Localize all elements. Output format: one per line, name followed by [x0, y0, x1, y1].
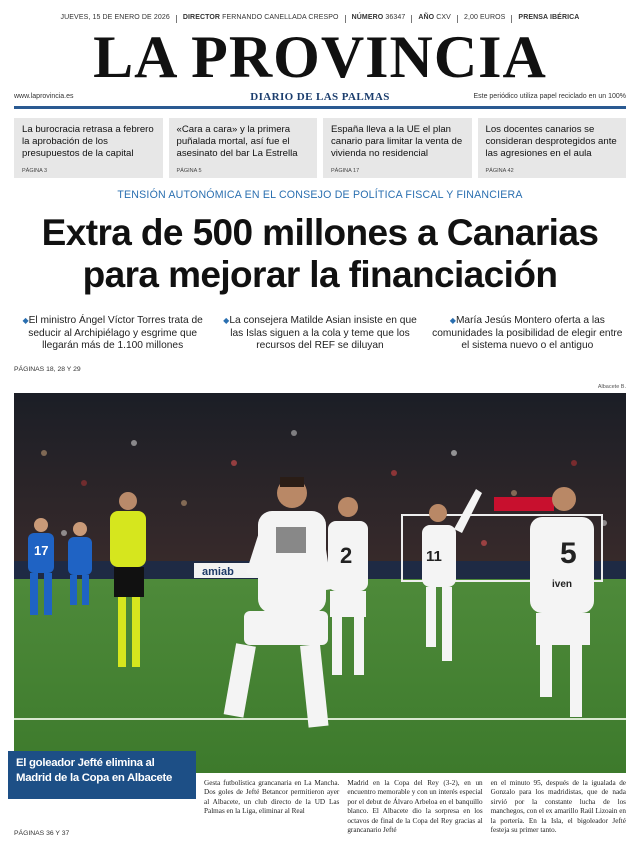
teaser-text: Los docentes canarios se consideran desprotegidos ante las agresiones en el aula — [485, 124, 617, 159]
svg-text:17: 17 — [34, 543, 49, 558]
issue-year: AÑO CXV — [418, 14, 451, 21]
caption-line: Madrid de la Copa en Albacete — [16, 772, 173, 784]
svg-text:2: 2 — [340, 543, 353, 568]
headline-line: Extra de 500 millones a Canarias — [41, 212, 599, 253]
teaser-item[interactable] — [323, 118, 472, 178]
diamond-icon: ◆ — [22, 316, 29, 325]
recycled-paper-note: Este periódico utiliza papel reciclado en un 100% — [473, 93, 626, 100]
lead-headline[interactable] — [0, 212, 640, 296]
teaser-page: PÁGINA 5 — [176, 168, 202, 174]
teaser-page: PÁGINA 17 — [331, 168, 360, 174]
publisher-group: PRENSA IBÉRICA — [518, 14, 580, 21]
lead-pages: PÁGINAS 18, 28 Y 29 — [14, 366, 81, 373]
director-credit: DIRECTOR FERNANDO CANELLADA CRESPO — [182, 14, 339, 21]
svg-text:iven: iven — [552, 579, 573, 590]
website-link[interactable]: www.laprovincia.es — [14, 93, 74, 100]
divider — [176, 15, 177, 23]
caption-line: El goleador Jefté elimina al — [16, 757, 155, 769]
teaser-page: PÁGINA 42 — [485, 168, 514, 174]
issue-price: 2,00 EUROS — [463, 14, 506, 21]
teaser-text: España lleva a la UE el plan canario para limitar la venta de vivienda no residencial — [331, 124, 463, 159]
sport-body — [204, 779, 626, 835]
divider — [457, 15, 458, 23]
teaser-item[interactable] — [14, 118, 163, 178]
lead-bullet: ◆La consejera Matilde Asian insiste en que las Islas siguen a la cola y teme que los recursos del REF se diluyan — [223, 315, 417, 351]
masthead-rule — [14, 106, 626, 109]
top-info-bar — [0, 14, 640, 23]
teaser-item[interactable] — [169, 118, 318, 178]
lead-bullet: ◆El ministro Ángel Víctor Torres trata de seducir al Archipiélago y esgrime que llegarán más de 1.100 millones — [22, 315, 203, 351]
sport-pages: PÁGINAS 36 Y 37 — [14, 830, 70, 837]
svg-text:11: 11 — [426, 548, 442, 565]
masthead-subtitle: DIARIO DE LAS PALMAS — [250, 91, 390, 103]
diamond-icon: ◆ — [223, 316, 230, 325]
photo-credit: Albacete B. — [597, 384, 626, 390]
teaser-strip — [14, 118, 626, 178]
lead-kicker: TENSIÓN AUTONÓMICA EN EL CONSEJO DE POLÍTICA FISCAL Y FINANCIERA — [117, 189, 523, 201]
divider — [511, 15, 512, 23]
issue-number: NÚMERO 36347 — [351, 14, 406, 21]
masthead-title: LA PROVINCIA — [93, 24, 547, 90]
teaser-text: La burocracia retrasa a febrero la aprobación de los presupuestos de la capital — [22, 124, 154, 159]
divider — [345, 15, 346, 23]
headline-line: para mejorar la financiación — [82, 254, 558, 295]
lead-bullet: ◆María Jesús Montero oferta a las comunidades la posibilidad de elegir entre el sistema nuevo o el antiguo — [432, 315, 623, 351]
football-photo — [14, 393, 626, 773]
body-column: Madrid en la Copa del Rey (3-2), en un encuentro memorable y con un interés especial por el debut de Álvaro Arbeloa en el banquillo blanco. El Albacete dio la sorpresa en los octavos de final de la Copa del Rey gracias al grancanario Jefté — [347, 779, 483, 835]
football-scene — [14, 393, 626, 773]
board-text: amiab — [202, 566, 234, 578]
diamond-icon: ◆ — [449, 316, 456, 325]
body-column: Gesta futbolística grancanaria en La Mancha. Dos goles de Jefté Betancor permitieron ayer al Albacete, un club directo de la UD Las Palmas en la Liga, eliminar al Real — [204, 779, 340, 816]
teaser-text: «Cara a cara» y la primera puñalada mortal, así fue el asesinato del bar La Estrella — [176, 124, 298, 159]
svg-text:5: 5 — [560, 537, 577, 570]
body-column: en el minuto 95, después de la igualada de Gonzalo para los madridistas, que de nada sirvió por la constante lucha de los manchegos, con el ex amarillo Raúl Lizoain en la portería. En la Isla, el bigoleador Jefté festeja su primer tanto. — [490, 779, 626, 835]
issue-date: JUEVES, 15 DE ENERO DE 2026 — [60, 14, 170, 21]
sport-caption[interactable] — [8, 751, 196, 799]
divider — [411, 15, 412, 23]
masthead-subline — [14, 91, 626, 103]
lead-bullets — [14, 315, 626, 353]
teaser-page: PÁGINA 3 — [22, 168, 48, 174]
teaser-item[interactable] — [478, 118, 627, 178]
